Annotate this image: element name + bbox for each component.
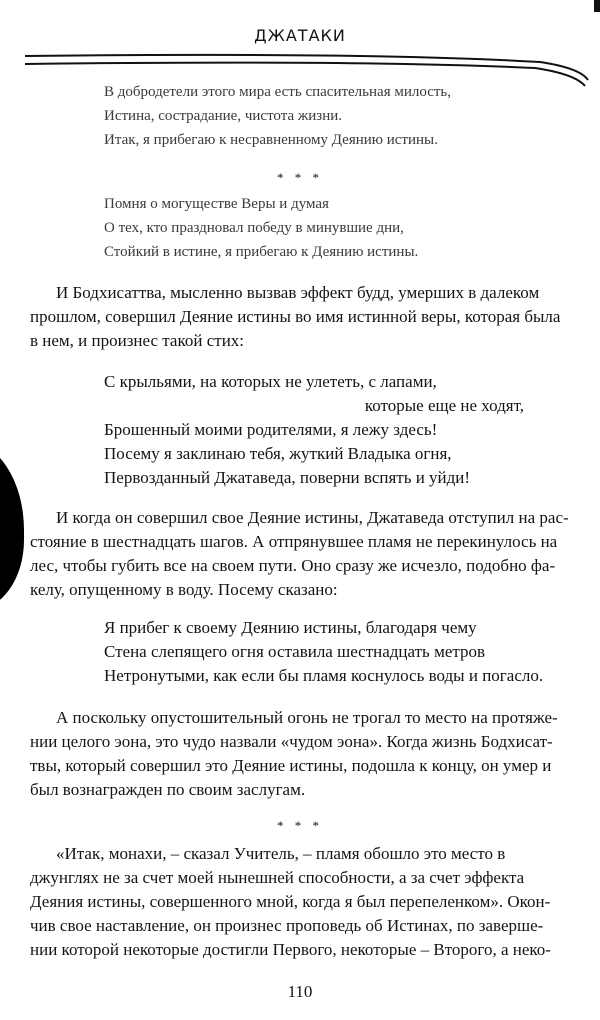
- verse-line: Помня о могуществе Веры и думая: [104, 196, 329, 212]
- paragraph-4: [30, 842, 580, 962]
- verse-2: [104, 192, 418, 264]
- verse-line: Итак, я прибегаю к несравненному Деянию истины.: [104, 132, 438, 148]
- paragraph-line: Деяния истины, совершенного мной, когда я был перепеленком». Окон-: [30, 892, 551, 911]
- paragraph-line: прошлом, совершил Деяние истины во имя истинной веры, которая была: [30, 307, 561, 326]
- verse-1: [104, 80, 451, 152]
- paragraph-line: чив свое наставление, он произнес проповедь об Истинах, по заверше-: [30, 916, 544, 935]
- verse-line: С крыльями, на которых не улететь, с лапами,: [104, 372, 437, 391]
- paragraph-line: твы, который совершил это Деяние истины, подошла к концу, он умер и: [30, 756, 552, 775]
- paragraph-line: келу, опущенному в воду. Посему сказано:: [30, 580, 338, 599]
- paragraph-line: стояние в шестнадцать шагов. А отпрянувшее пламя не перекинулось на: [30, 532, 558, 551]
- paragraph-1: [30, 281, 580, 353]
- paragraph-line: нии целого эона, это чудо назвали «чудом эона». Когда жизнь Бодхисат-: [30, 732, 553, 751]
- paragraph-2: [30, 506, 580, 602]
- verse-line: Нетронутыми, как если бы пламя коснулось воды и погасло.: [104, 666, 544, 685]
- paragraph-line: «Итак, монахи, – сказал Учитель, – пламя обошло это место в: [56, 844, 506, 863]
- verse-line: Брошенный моими родителями, я лежу здесь!: [104, 420, 438, 439]
- verse-line: Первозданный Джатаведа, поверни вспять и уйди!: [104, 468, 471, 487]
- paragraph-line: лес, чтобы губить все на своем пути. Оно сразу же исчезло, подобно фа-: [30, 556, 556, 575]
- paragraph-line: А поскольку опустошительный огонь не трогал то место на протяже-: [56, 708, 558, 727]
- verse-4: [104, 616, 543, 688]
- verse-line: Я прибег к своему Деянию истины, благодаря чему: [104, 618, 477, 637]
- section-separator: * * *: [277, 818, 323, 833]
- verse-line: Посему я заклинаю тебя, жуткий Владыка огня,: [104, 444, 452, 463]
- verse-line: Стена слепящего огня оставила шестнадцать метров: [104, 642, 486, 661]
- page-number: 110: [287, 982, 313, 1001]
- section-separator: * * *: [277, 170, 323, 185]
- paragraph-line: в нем, и произнес такой стих:: [30, 331, 245, 350]
- paragraph-line: И когда он совершил свое Деяние истины, Джатаведа отступил на рас-: [56, 508, 569, 527]
- verse-line: Стойкий в истине, я прибегаю к Деянию истины.: [104, 244, 419, 260]
- verse-line: О тех, кто праздновал победу в минувшие дни,: [104, 220, 404, 236]
- paragraph-line: нии которой некоторые достигли Первого, некоторые – Второго, а неко-: [30, 940, 551, 959]
- verse-line: которые еще не ходят,: [364, 396, 524, 415]
- running-title: ДЖАТАКИ: [254, 26, 346, 45]
- verse-line: В добродетели этого мира есть спасительная милость,: [104, 84, 452, 100]
- scan-shadow-artifact: [0, 440, 24, 610]
- paragraph-3: [30, 706, 580, 802]
- verse-3: [104, 370, 524, 490]
- paragraph-line: был вознагражден по своим заслугам.: [30, 780, 306, 799]
- paragraph-line: джунглях не за счет моей нынешней способности, а за счет эффекта: [30, 868, 525, 887]
- verse-line: Истина, сострадание, чистота жизни.: [104, 108, 343, 124]
- paragraph-line: И Бодхисаттва, мысленно вызвав эффект будд, умерших в далеком: [56, 283, 540, 302]
- scan-artifact-corner: [594, 0, 600, 12]
